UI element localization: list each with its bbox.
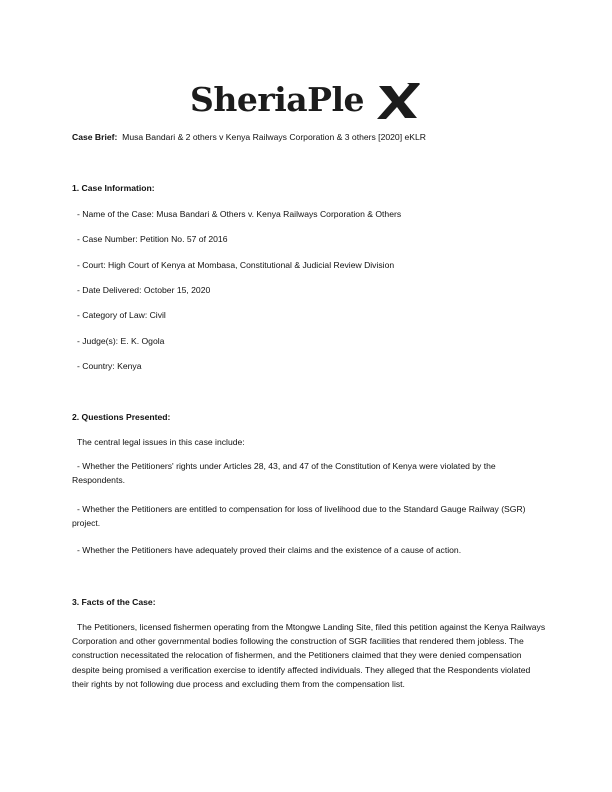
question-item: - Whether the Petitioners have adequately proved their claims and the existence of a cause of action.: [77, 545, 462, 555]
facts-heading: 3. Facts of the Case:: [72, 597, 156, 607]
x-mark-icon: [377, 82, 421, 120]
case-info-item: - Judge(s): E. K. Ogola: [77, 336, 165, 346]
case-info-heading: 1. Case Information:: [72, 183, 155, 193]
case-info-item: - Country: Kenya: [77, 361, 142, 371]
questions-heading: 2. Questions Presented:: [72, 412, 171, 422]
question-item: - Whether the Petitioners' rights under Articles 28, 43, and 47 of the Constitution of Kenya were violated by the Respondents.: [72, 461, 496, 485]
question-item: - Whether the Petitioners are entitled to compensation for loss of livelihood due to the Standard Gauge Railway (SGR) project.: [72, 504, 526, 528]
logo-text: SheriaPle: [190, 80, 364, 119]
facts-body: The Petitioners, licensed fishermen operating from the Mtongwe Landing Site, filed this petition against the Kenya Railways Corporation and other governmental bodies following the construction of SGR facilities that rendered them jobless. The construction necessitated the relocation of fishermen, and the Petitioners claimed that they were denied compensation despite being promised a verification exercise to identify affected individuals. They alleged that the Respondents violated their rights by not following due process and excluding them from the compensation list.: [72, 622, 546, 689]
case-info-item: - Court: High Court of Kenya at Mombasa, Constitutional & Judicial Review Division: [77, 260, 395, 270]
case-info-item: - Category of Law: Civil: [77, 310, 166, 320]
sheriaplex-logo: [190, 78, 422, 124]
case-brief-title: Musa Bandari & 2 others v Kenya Railways Corporation & 3 others [2020] eKLR: [122, 132, 426, 142]
case-brief-line: [72, 131, 426, 143]
case-info-item: - Date Delivered: October 15, 2020: [77, 285, 211, 295]
questions-intro: The central legal issues in this case include:: [77, 437, 245, 447]
case-info-item: - Case Number: Petition No. 57 of 2016: [77, 234, 228, 244]
case-info-item: - Name of the Case: Musa Bandari & Others v. Kenya Railways Corporation & Others: [77, 209, 402, 219]
case-brief-label: Case Brief:: [72, 132, 118, 142]
